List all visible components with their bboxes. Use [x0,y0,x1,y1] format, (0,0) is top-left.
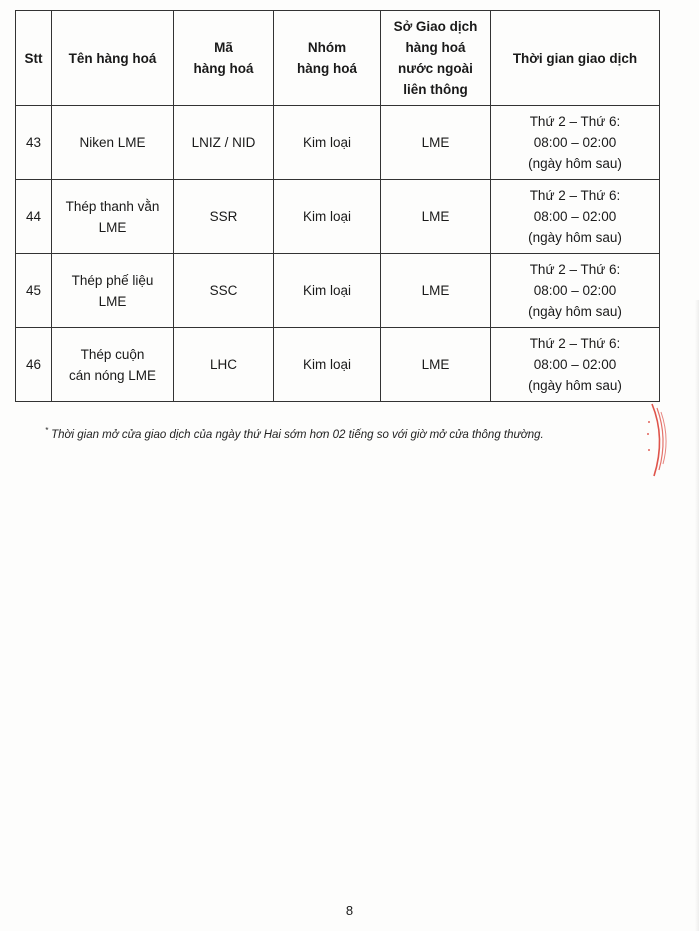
cell-code: SSR [174,180,274,254]
header-commodity-group: Nhóm hàng hoá [274,11,381,106]
cell-stt: 46 [16,328,52,402]
commodity-trading-hours-table [15,10,660,402]
cell-group: Kim loại [274,254,381,328]
cell-exchange: LME [381,106,491,180]
table-row [16,106,660,180]
stamp-dot [647,433,649,435]
table-row [16,254,660,328]
footnote-text: Thời gian mở cửa giao dịch của ngày thứ Hai sớm hơn 02 tiếng so với giờ mở cửa thông thường. [51,428,544,441]
cell-name: Thép phế liệu LME [52,254,174,328]
header-foreign-exchange: Sở Giao dịch hàng hoá nước ngoài liên thông [381,11,491,106]
page-number: 8 [345,903,354,918]
table-row [16,180,660,254]
cell-exchange: LME [381,180,491,254]
footnote-marker: * [45,426,49,435]
cell-time: Thứ 2 – Thứ 6: 08:00 – 02:00 (ngày hôm sau) [491,106,660,180]
header-commodity-name: Tên hàng hoá [52,11,174,106]
cell-group: Kim loại [274,180,381,254]
cell-time: Thứ 2 – Thứ 6: 08:00 – 02:00 (ngày hôm sau) [491,328,660,402]
header-stt: Stt [16,11,52,106]
red-stamp-edge-icon [640,400,670,480]
cell-name: Thép cuộn cán nóng LME [52,328,174,402]
cell-code: LHC [174,328,274,402]
cell-name: Thép thanh vằn LME [52,180,174,254]
cell-code: LNIZ / NID [174,106,274,180]
footnote [45,426,544,441]
cell-group: Kim loại [274,328,381,402]
header-trading-time: Thời gian giao dịch [491,11,660,106]
cell-exchange: LME [381,328,491,402]
cell-time: Thứ 2 – Thứ 6: 08:00 – 02:00 (ngày hôm sau) [491,254,660,328]
cell-stt: 45 [16,254,52,328]
table-header-row [16,11,660,106]
cell-stt: 44 [16,180,52,254]
cell-name: Niken LME [52,106,174,180]
cell-stt: 43 [16,106,52,180]
cell-group: Kim loại [274,106,381,180]
cell-time: Thứ 2 – Thứ 6: 08:00 – 02:00 (ngày hôm sau) [491,180,660,254]
header-commodity-code: Mã hàng hoá [174,11,274,106]
stamp-dot [648,421,650,423]
cell-code: SSC [174,254,274,328]
stamp-dot [648,449,650,451]
page-edge-shadow [695,300,699,931]
table-row [16,328,660,402]
cell-exchange: LME [381,254,491,328]
stamp-arc [652,404,660,476]
